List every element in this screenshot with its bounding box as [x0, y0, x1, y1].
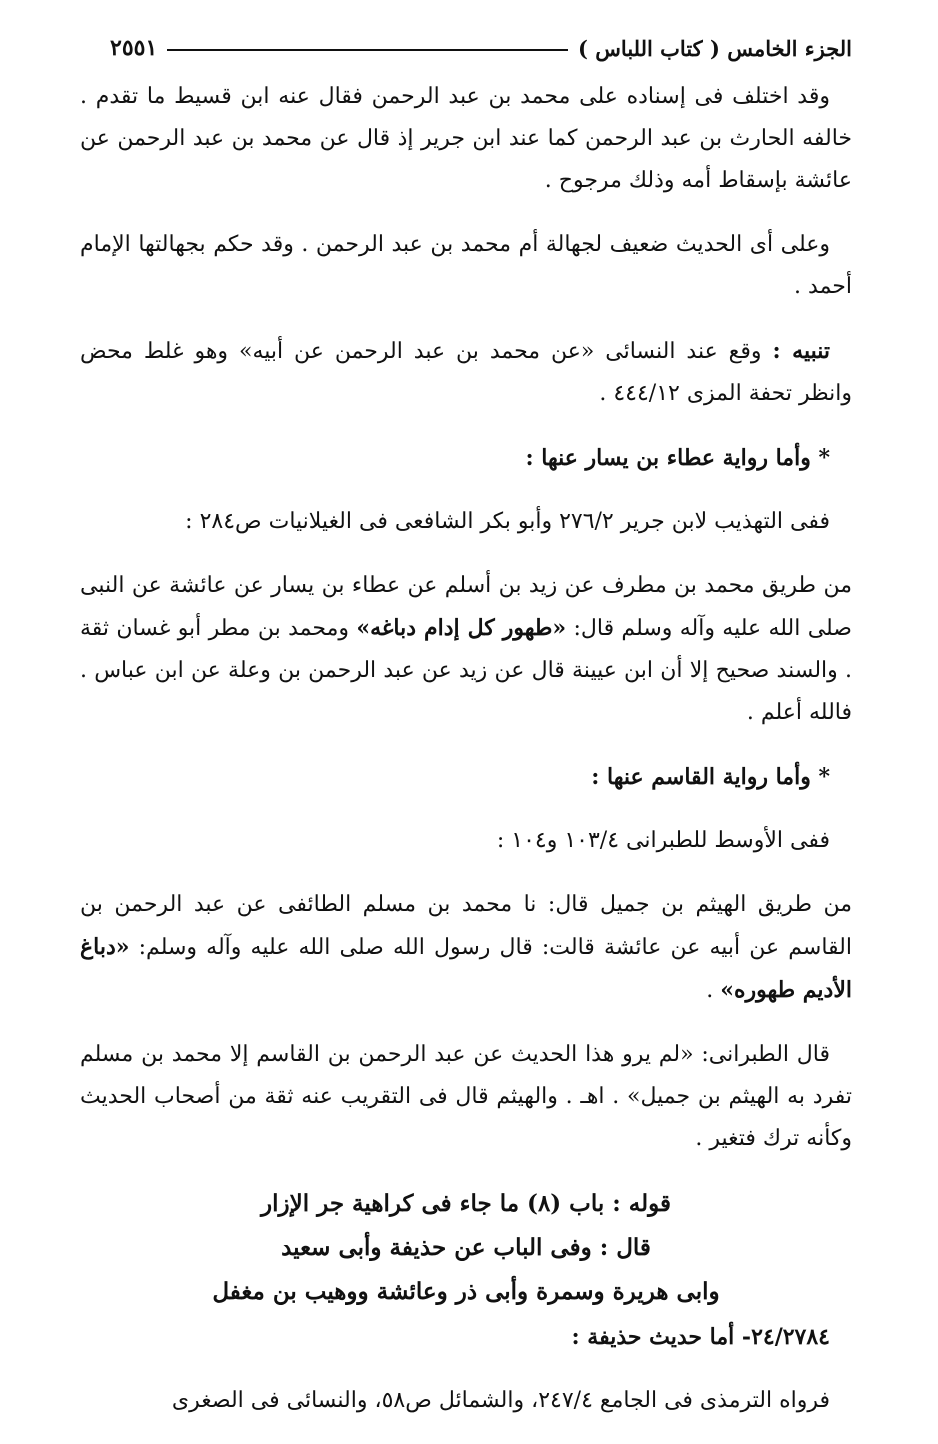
paragraph-text: ففى الأوسط للطبرانى ١٠٣/٤ و١٠٤ : — [496, 828, 830, 853]
paragraph-awsat-ref — [80, 820, 852, 862]
chapter-subtitle-2: وابى هريرة وسمرة وأبى ذر وعائشة ووهيب بن مغفل — [212, 1278, 720, 1305]
chapter-title: قوله : باب (٨) ما جاء فى كراهية جر الإزار — [261, 1190, 671, 1217]
header-rule — [167, 49, 568, 51]
paragraph-text: وقد اختلف فى إسناده على محمد بن عبد الرحمن فقال عنه ابن قسيط ما تقدم . خالفه الحارث بن عبد الرحمن كما عند ابن جرير إذ قال عن محمد بن عبد الرحمن عن عائشة بإسقاط أمه وذلك مرجوح . — [80, 84, 852, 193]
subheading-text: ٢٤/٢٧٨٤- أما حديث حذيفة : — [571, 1324, 830, 1350]
paragraph-note — [80, 330, 852, 415]
paragraph-text: ففى التهذيب لابن جرير ٢٧٦/٢ وأبو بكر الشافعى فى الغيلانيات ص٢٨٤ : — [185, 509, 830, 534]
hadith-quote: «دباغ الأديم طهوره» — [80, 934, 852, 1003]
page-number: ٢٥٥١ — [110, 35, 158, 61]
page-body — [80, 76, 852, 1422]
chapter-subtitle-1: قال : وفى الباب عن حذيفة وأبى سعيد — [281, 1234, 651, 1261]
subheading-hudhayfa — [80, 1316, 852, 1358]
page-header — [80, 30, 852, 66]
running-title: الجزء الخامس ( كتاب اللباس ) — [578, 35, 852, 61]
paragraph-qasim-chain — [80, 884, 852, 1012]
paragraph-text: فرواه الترمذى فى الجامع ٢٤٧/٤، والشمائل ص٥٨، والنسائى فى الصغرى — [171, 1388, 830, 1413]
paragraph-isnad-dispute — [80, 76, 852, 202]
note-label: تنبيه : — [772, 338, 831, 364]
paragraph-text: من طريق محمد بن مطرف عن زيد بن أسلم عن عطاء بن يسار عن عائشة عن النبى صلى الله عليه وآله وسلم قال: — [80, 573, 852, 641]
paragraph-text: قال الطبرانى: «لم يرو هذا الحديث عن عبد الرحمن بن القاسم إلا محمد بن مسلم تفرد به الهيثم بن جميل» . اهـ . والهيثم قال فى التقريب عنه ثقة من أصحاب الحديث وكأنه ترك فتغير . — [80, 1042, 852, 1151]
paragraph-tirmidhi-ref — [80, 1380, 852, 1422]
paragraph-tahdhib-ref — [80, 501, 852, 543]
chapter-heading — [80, 1182, 852, 1314]
paragraph-text: من طريق الهيثم بن جميل قال: نا محمد بن مسلم الطائفى عن عبد الرحمن بن القاسم عن أبيه عن عائشة قالت: قال رسول الله صلى الله عليه وآله وسلم: — [80, 892, 852, 960]
paragraph-text: وعلى أى الحديث ضعيف لجهالة أم محمد بن عبد الرحمن . وقد حكم بجهالتها الإمام أحمد . — [80, 232, 852, 299]
paragraph-ata-chain — [80, 565, 852, 734]
book-page — [80, 30, 852, 1444]
paragraph-text: ومحمد بن مطر أبو غسان ثقة . والسند صحيح إلا أن ابن عيينة قال عن زيد عن عبد الرحمن بن وعلة عن ابن عباس . فالله أعلم . — [80, 616, 852, 725]
subheading-text: * وأما رواية عطاء بن يسار عنها : — [525, 445, 830, 471]
subheading-qasim — [80, 756, 852, 798]
hadith-quote: «طهور كل إدام دباغه» — [356, 615, 567, 641]
subheading-ata — [80, 437, 852, 479]
subheading-text: * وأما رواية القاسم عنها : — [591, 764, 830, 790]
paragraph-tabarani-comment — [80, 1034, 852, 1160]
paragraph-text: وقع عند النسائى «عن محمد بن عبد الرحمن عن أبيه» وهو غلط محض وانظر تحفة المزى ٤٤٤/١٢ . — [80, 339, 852, 406]
paragraph-text: . — [706, 978, 721, 1003]
paragraph-weak-hadith — [80, 224, 852, 308]
